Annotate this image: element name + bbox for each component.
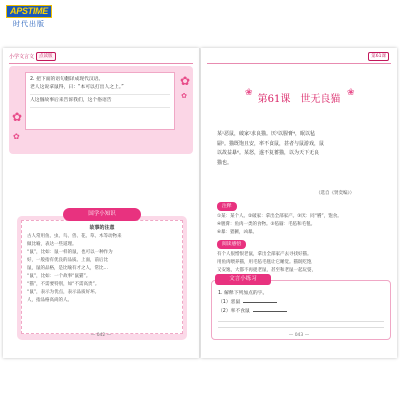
passage-source: （选自《贤奕编》） (316, 191, 355, 196)
practice-item (218, 298, 384, 307)
note-line: ④腥膏：鱼肉一类的食物。⑤毡罽：毛毡和毛毯。 (217, 222, 316, 227)
notes-block (217, 213, 389, 237)
passage-line: 以故益暴⁶。某怒，遂不复蓄猫，以为天下无良 (217, 150, 320, 156)
answer-blank[interactable] (253, 307, 287, 312)
exercise-line: 老人这说拿鼠得，曰：“本可以打出人之上。” (30, 85, 124, 90)
lesson-header-tag: 第61课 (368, 52, 389, 61)
answer-blank[interactable] (243, 298, 277, 303)
series-tag: 点读版 (36, 52, 56, 61)
flower-icon: ✿ (181, 92, 187, 100)
note-line: ①某：某个人。②破家：拿出全部家产。③厌：同“餍”，饱食。 (217, 214, 342, 219)
series-header (9, 52, 56, 61)
header-divider (9, 63, 193, 64)
flower-icon: ✿ (179, 74, 190, 88)
knowledge-line: “鼠”，表示为优点，表示品质好坏。 (27, 290, 100, 295)
knowledge-title: 国学小知识 (63, 208, 141, 221)
insight-tag: 阅读感悟 (217, 240, 246, 249)
insight-line: 用鱼肉喂养猫，用毛毡毛毯让它睡觉。猫既吃饱 (217, 260, 312, 265)
answer-line (30, 94, 170, 95)
flower-icon: ✿ (12, 110, 23, 124)
knowledge-line: “鼠”，比如：鼠一样的鼠，也可以一种作为 (27, 250, 113, 255)
practice-tag: 文言小练习 (215, 274, 271, 285)
left-page (3, 48, 199, 358)
flower-icon: ❀ (347, 88, 355, 98)
answer-line (30, 107, 170, 108)
knowledge-line: 鼠，鼠的品格，是比喻有才之人，常比… (27, 266, 108, 271)
knowledge-box (17, 216, 187, 340)
knowledge-line: 古人常用鱼、虫、鸟、兽、花、草、木等动物来 (27, 234, 122, 239)
passage-line: 猫也。 (217, 159, 233, 166)
notes-tag: 注释 (217, 202, 237, 211)
flower-icon: ✿ (13, 132, 20, 141)
insight-line: 有个人很憎恨老鼠，拿出全部家产去寻找好猫。 (217, 252, 312, 257)
exercise-box (9, 66, 193, 154)
logo-brand: APSTIME (6, 5, 52, 18)
practice-item-text: （2）率不食鼠 (218, 309, 250, 314)
exercise-line: 人这個故事后来告诉我们，这个俗语告 (30, 98, 112, 103)
knowledge-line: “鼠”，比如：一个故事“鼠猫”。 (27, 274, 91, 279)
passage-line: 罽⁵。猫既饱且安，率不食鼠，甚者与鼠游戏，鼠 (217, 140, 325, 147)
practice-item-text: （1）恶鼠 (218, 300, 241, 305)
exercise-content (25, 72, 175, 130)
insight-block (217, 251, 389, 275)
publisher-logo (6, 5, 52, 31)
series-title: 小学文言文 (9, 54, 35, 60)
logo-publisher: 时代出版 (13, 20, 45, 28)
lesson-title: 第61课 世无良猫 (257, 94, 341, 105)
page-number: — 042 — (90, 333, 112, 338)
insight-line: 又安逸，大都不再捉老鼠，甚至和老鼠一起玩耍， (217, 268, 316, 273)
knowledge-line: 好，一般指有优良的品质。上面，前后比 (27, 258, 108, 263)
knowledge-content (21, 220, 183, 334)
practice-question: 1. 解释下列加点的字。 (218, 291, 268, 296)
knowledge-line: 人，指品格高尚的人。 (27, 298, 72, 303)
header-divider (207, 63, 391, 64)
knowledge-line: 做比喻，表达一些道理。 (27, 242, 77, 247)
practice-box (211, 280, 391, 340)
book-spread (0, 48, 400, 358)
right-page (201, 48, 397, 358)
note-line: ⑥暴：猖獗，凶暴。 (217, 230, 258, 235)
classical-passage (217, 130, 387, 168)
exercise-question: 2. 把下面的语句翻译成现代汉语。 (30, 77, 104, 82)
flower-icon: ❀ (245, 88, 253, 98)
page-number: — 043 — (288, 333, 310, 338)
knowledge-subtitle: 故事的注意 (89, 225, 115, 231)
passage-line: 某¹恶鼠，破家²求良猫。厌³以腥膏⁴，眠以毡 (217, 131, 316, 137)
answer-lines (218, 321, 384, 328)
practice-item (218, 307, 384, 316)
knowledge-line: “猫”，不需要特别，如“不需高贵”。 (27, 282, 100, 287)
